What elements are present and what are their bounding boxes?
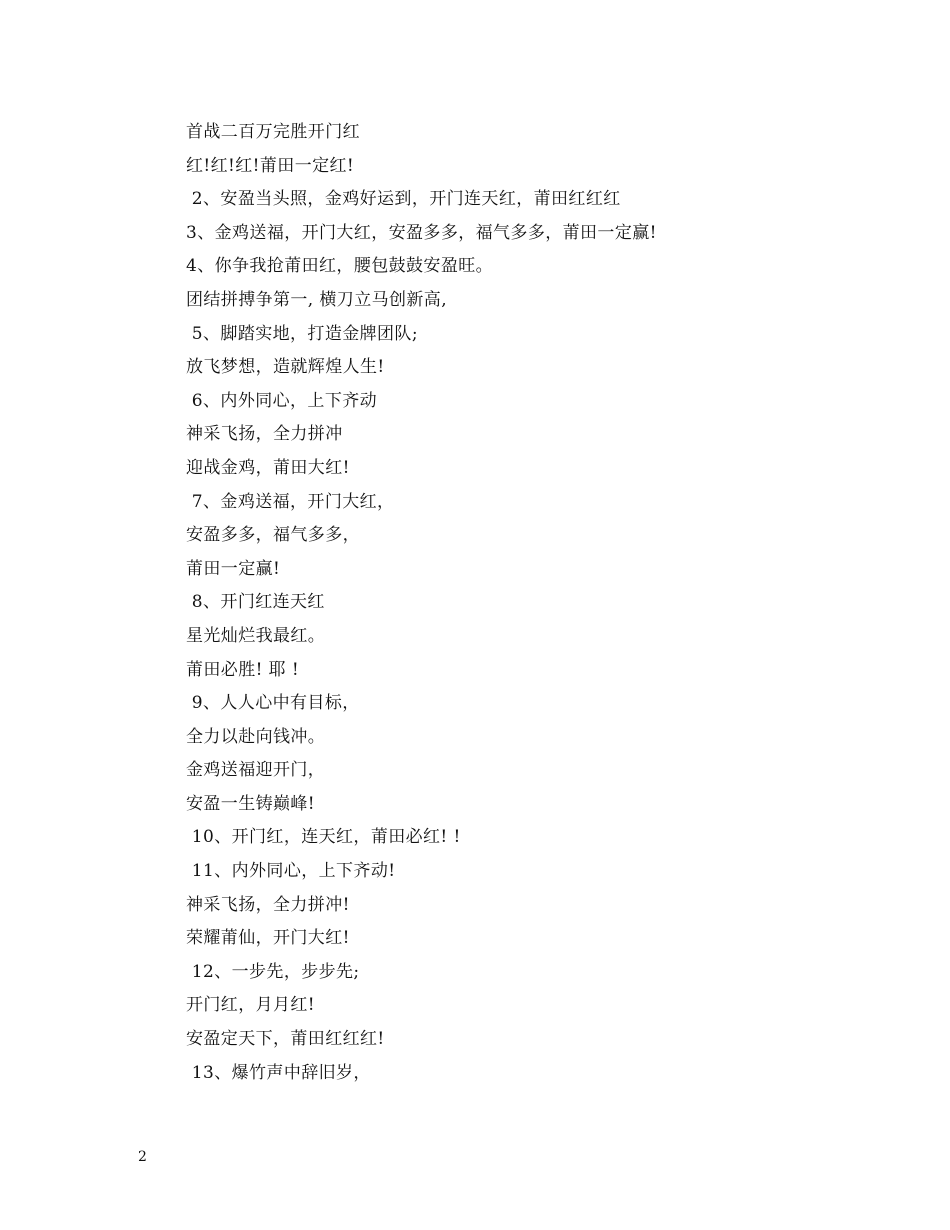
text-line: 首战二百万完胜开门红 — [186, 122, 360, 142]
text-line: 全力以赴向钱冲。 — [186, 726, 326, 747]
text-line: 8、开门红连天红 — [186, 592, 325, 613]
text-line: 9、人人心中有目标， — [186, 693, 360, 714]
text-line: 莆田一定赢! — [186, 558, 281, 579]
text-line: 安盈一生铸巅峰! — [186, 793, 316, 814]
text-line: 莆田必胜! 耶 ! — [186, 659, 300, 680]
text-line: 4、你争我抢莆田红，腰包鼓鼓安盈旺。 — [186, 256, 494, 277]
text-line: 7、金鸡送福，开门大红， — [186, 491, 395, 512]
text-line: 开门红，月月红! — [186, 995, 316, 1016]
text-line: 神采飞扬，全力拼冲 — [186, 424, 343, 445]
text-line: 放飞梦想，造就辉煌人生! — [186, 357, 385, 378]
text-line: 2、安盈当头照，金鸡好运到，开门连天红，莆田红红红 — [186, 189, 621, 210]
text-line: 迎战金鸡，莆田大红! — [186, 457, 350, 478]
text-line: 安盈多多，福气多多， — [186, 525, 360, 546]
text-line: 5、脚踏实地，打造金牌团队; — [186, 323, 418, 344]
text-line: 团结拼搏争第一, 横刀立马创新高, — [186, 289, 448, 310]
text-line: 13、爆竹声中辞旧岁， — [186, 1062, 371, 1083]
text-line: 12、一步先，步步先; — [186, 961, 360, 982]
text-line: 6、内外同心，上下齐动 — [186, 390, 378, 411]
text-line: 金鸡送福迎开门， — [186, 760, 326, 781]
text-line: 星光灿烂我最红。 — [186, 625, 326, 646]
text-line: 11、内外同心，上下齐动! — [186, 861, 396, 882]
slogan-text-body — [186, 116, 806, 1090]
text-line: 红!红!红!莆田一定红! — [186, 155, 355, 176]
text-line: 安盈定天下，莆田红红红! — [186, 1029, 385, 1050]
text-line: 神采飞扬，全力拼冲! — [186, 894, 350, 915]
page-number: 2 — [138, 1149, 147, 1165]
text-line: 10、开门红，连天红，莆田必红! ! — [186, 827, 461, 848]
text-line: 荣耀莆仙，开门大红! — [186, 928, 350, 949]
text-line: 3、金鸡送福，开门大红，安盈多多，福气多多，莆田一定赢! — [186, 222, 657, 243]
